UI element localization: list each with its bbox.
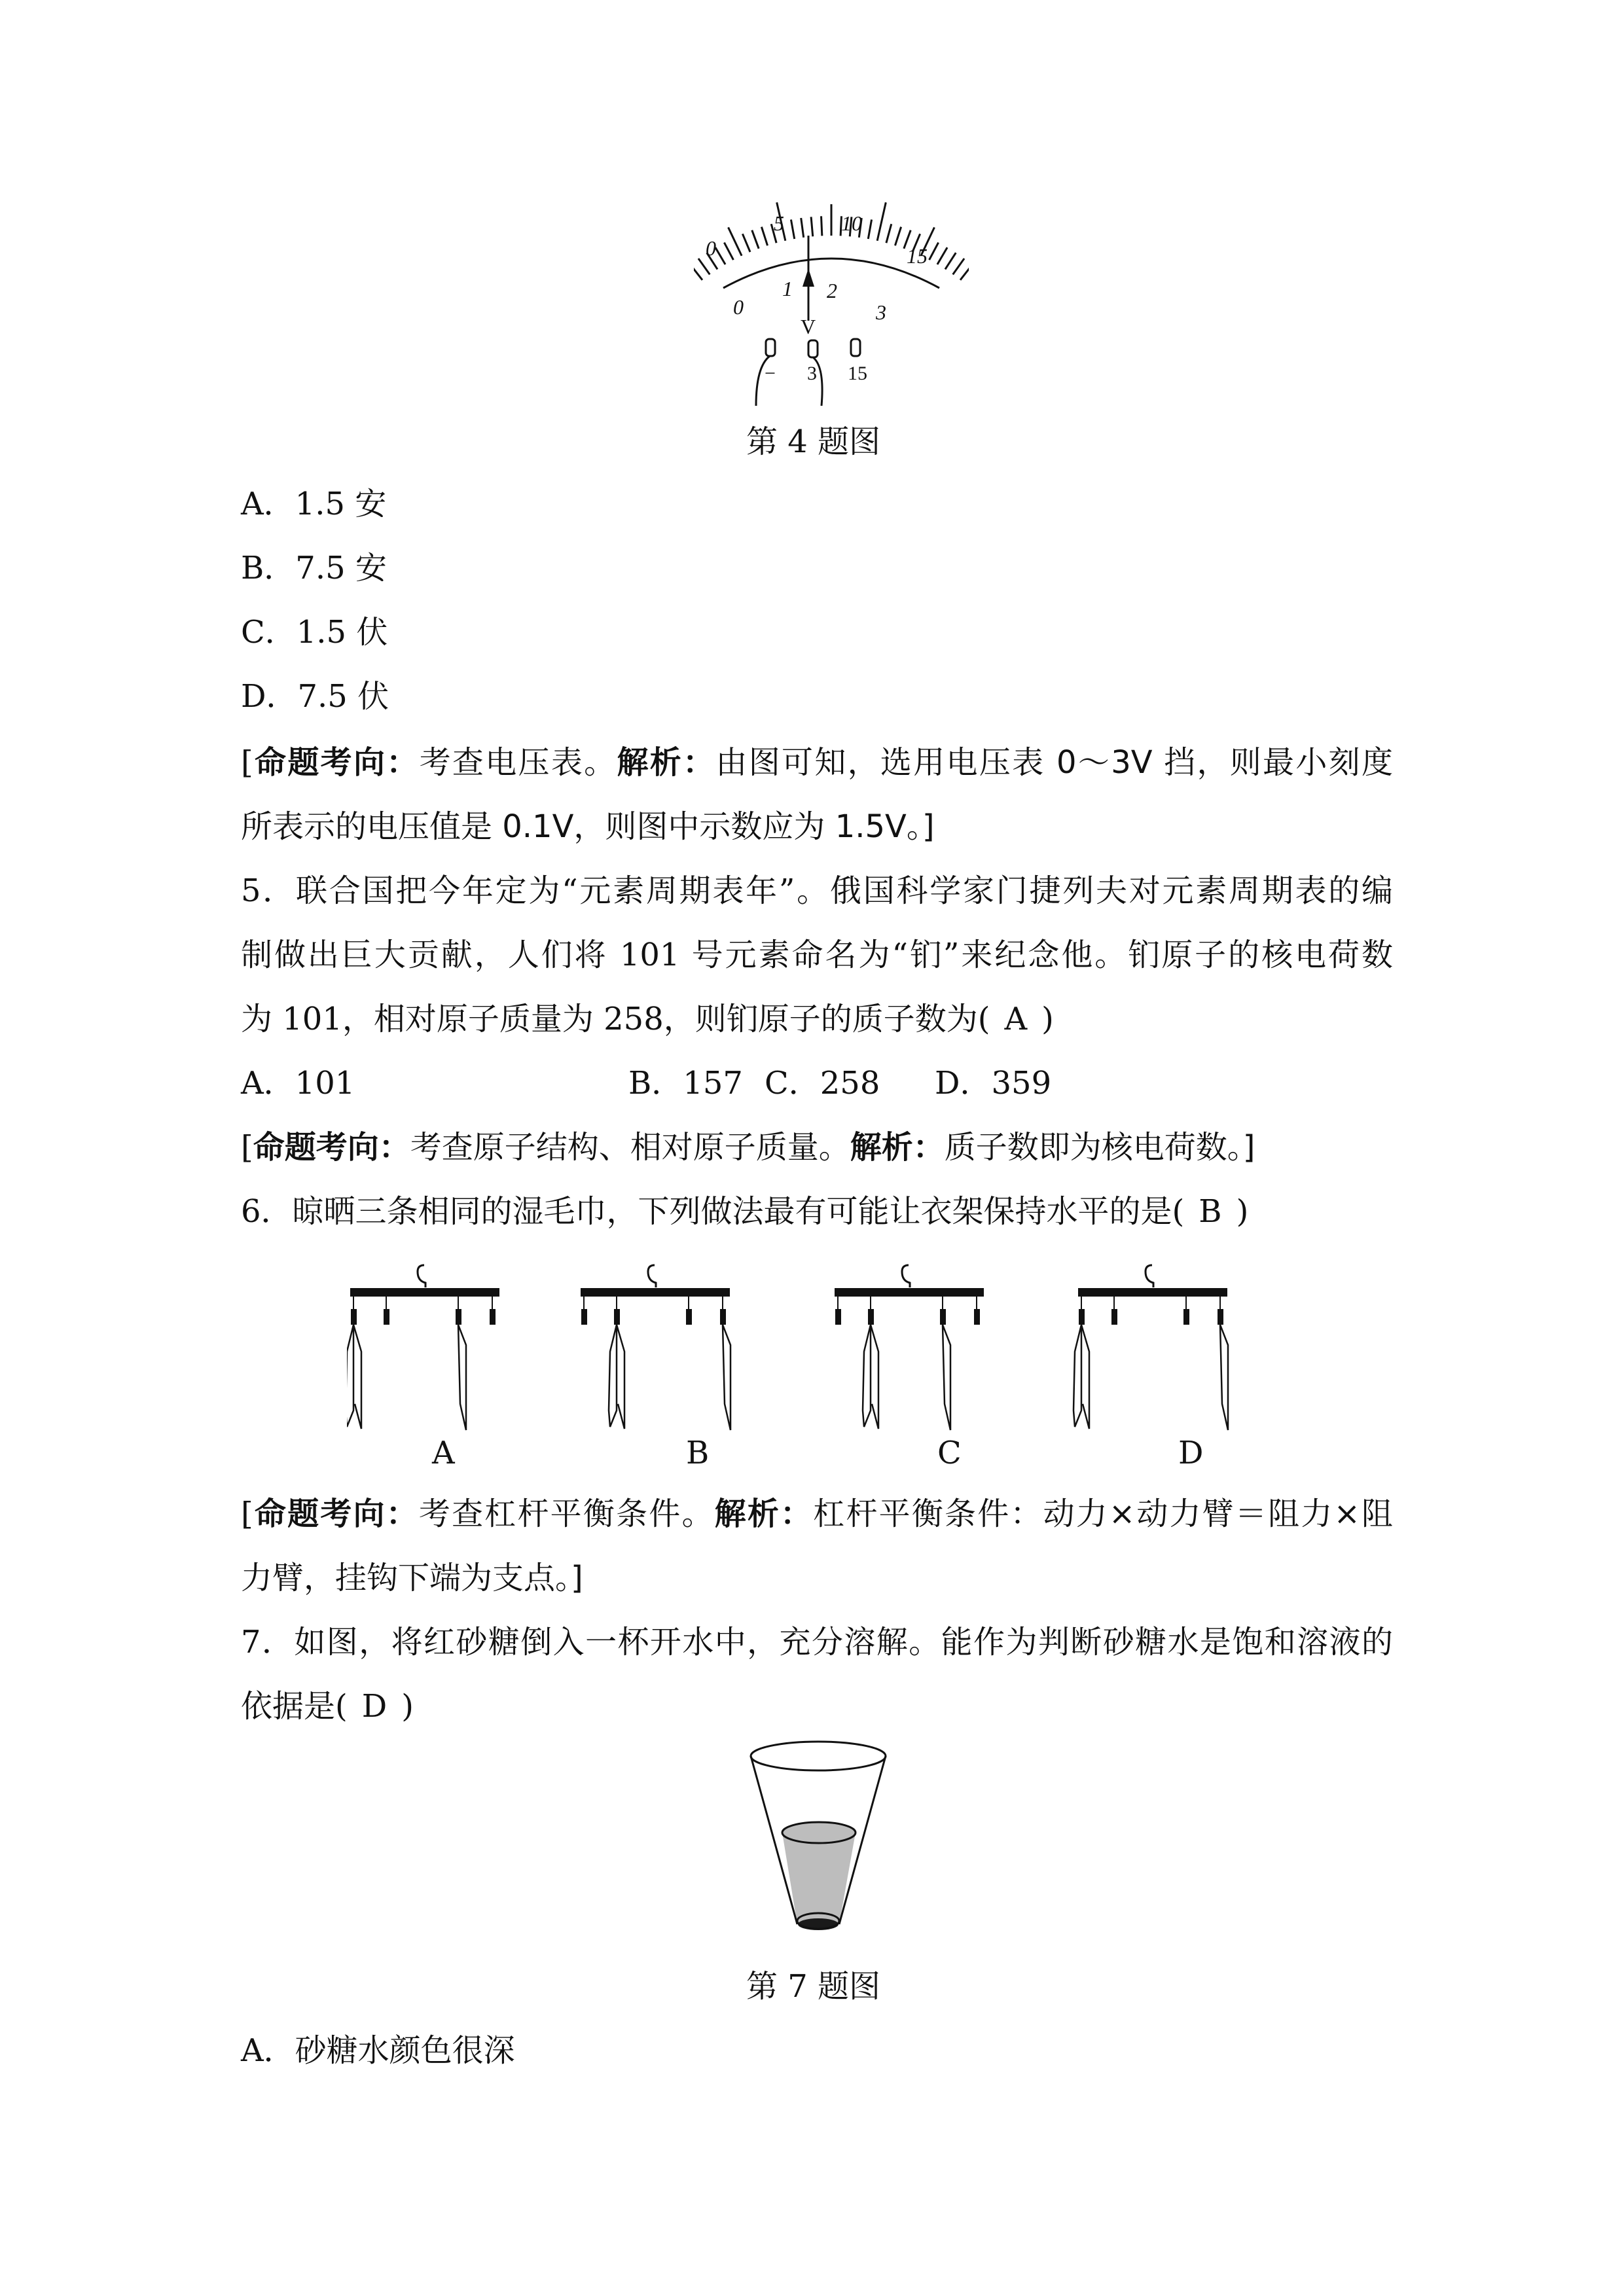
figure-caption-q4: 第 4 题图 [746,423,881,460]
terminal-15: 15 [848,363,867,384]
q4-option-c: C．1.5 伏 [241,614,388,651]
beaker-figure [740,1734,897,1931]
q7-stem-line1: 7．如图，将红砂糖倒入一杯开水中，充分溶解。能作为判断砂糖水是饱和溶液的 [241,1624,1393,1660]
terminal-negative: − [765,363,776,384]
q5-option-a: A．101 [241,1065,355,1102]
q6-answer: B [1199,1193,1222,1230]
q5-stem-line1: 5．联合国把今年定为“元素周期表年”。俄国科学家门捷列夫对元素周期表的编 [241,872,1393,909]
top-scale-5: 5 [774,211,784,235]
top-scale-0: 0 [706,236,716,260]
q5-analysis: [命题考向：考查原子结构、相对原子质量。解析：质子数即为核电荷数。] [241,1129,1255,1166]
bottom-scale-3: 3 [876,300,886,324]
q5-answer: A [1004,1001,1028,1037]
q5-stem-line2: 制做出巨大贡献，人们将 101 号元素命名为“钔”来纪念他。钔原子的核电荷数 [241,937,1393,973]
q4-option-b: B．7.5 安 [241,550,387,586]
q6-analysis-line2: 力臂，挂钩下端为支点。] [241,1560,583,1596]
q4-option-d: D．7.5 伏 [241,678,389,715]
terminal-3: 3 [807,363,817,384]
hanger-label-b: B [686,1435,710,1471]
q7-answer: D [361,1688,388,1725]
q7-stem-line2: 依据是( D ) [241,1688,414,1725]
hanger-label-c: C [937,1435,962,1471]
top-scale-15: 15 [907,244,928,268]
voltmeter-figure [694,190,969,406]
hanger-label-a: A [432,1435,455,1471]
hanger-label-d: D [1178,1435,1204,1471]
q5-stem-line3: 为 101，相对原子质量为 258，则钔原子的质子数为( A ) [241,1001,1054,1037]
q5-option-c: C．258 [765,1065,880,1102]
clothes-hanger-icon [347,1247,1316,1443]
q4-analysis-line1: [命题考向：考查电压表。解析：由图可知，选用电压表 0～3V 挡，则最小刻度 [241,744,1393,781]
bottom-scale-0: 0 [733,295,744,319]
q5-option-d: D．359 [935,1065,1052,1102]
bottom-scale-2: 2 [827,279,837,302]
q4-option-a: A．1.5 安 [241,486,387,522]
voltmeter-dial-icon [694,190,969,406]
q6-analysis-line1: [命题考向：考查杠杆平衡条件。解析：杠杆平衡条件：动力×动力臂＝阻力×阻 [241,1496,1393,1532]
sugar-water-cup-icon [740,1734,897,1931]
q5-option-b: B．157 [628,1065,743,1102]
hangers-figure [347,1247,1316,1443]
q6-stem: 6．晾晒三条相同的湿毛巾，下列做法最有可能让衣架保持水平的是( B ) [241,1193,1249,1230]
q4-analysis-line2: 所表示的电压值是 0.1V，则图中示数应为 1.5V。] [241,808,935,845]
q7-option-a: A．砂糖水颜色很深 [241,2032,515,2069]
top-scale-10: 10 [841,211,862,235]
bottom-scale-1: 1 [782,277,793,300]
figure-caption-q7: 第 7 题图 [746,1968,881,2005]
unit-label: V [801,315,816,338]
